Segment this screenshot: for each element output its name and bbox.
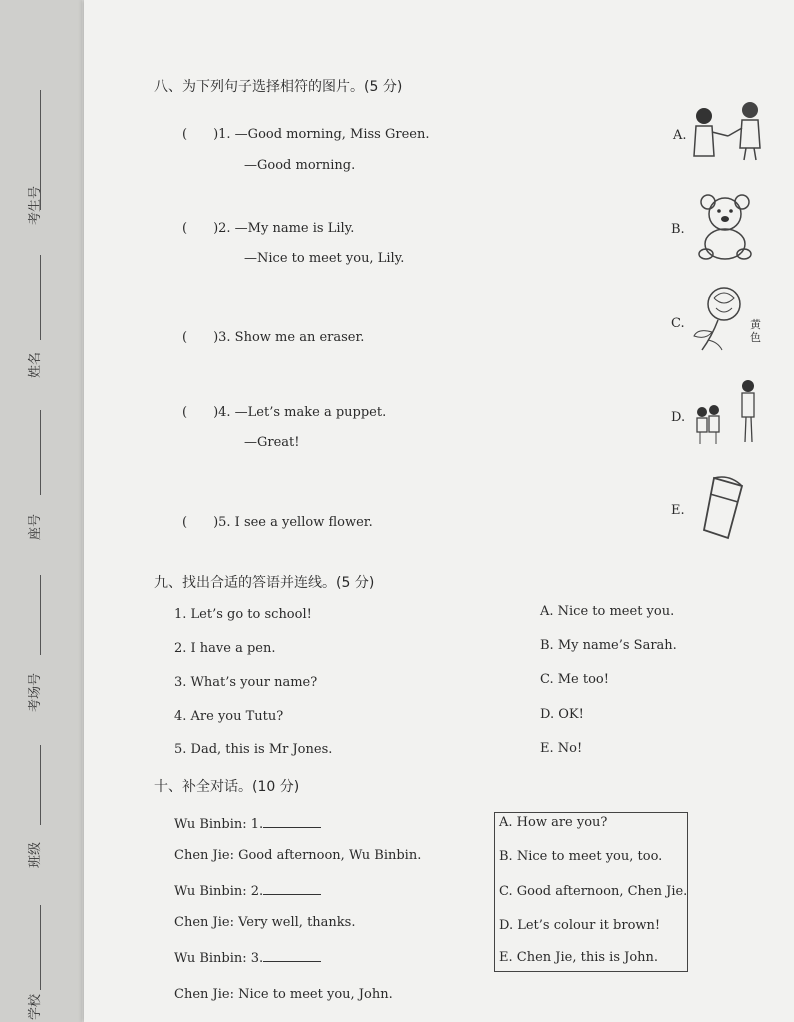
bleed-text [504, 85, 520, 108]
section10-title: 十、补全对话。(10 分) [154, 779, 300, 795]
flower-picture [688, 284, 748, 356]
option-b[interactable]: B. Nice to meet you, too. [499, 849, 663, 864]
s10-line-3 [174, 882, 321, 899]
section9-title: 九、找出合适的答语并连线。(5 分) [154, 575, 375, 591]
s10-line-1-text: Wu Binbin: 1. [174, 817, 264, 832]
line-room [40, 575, 41, 655]
s10-line-4: Chen Jie: Very well, thanks. [174, 915, 356, 930]
s9-left-3[interactable]: 3. What’s your name? [174, 675, 318, 690]
pic-label-e: E. [671, 503, 685, 518]
line-school [40, 905, 41, 990]
s8-q5: ( )5. I see a yellow flower. [182, 515, 373, 530]
line-seat [40, 410, 41, 495]
s10-line-3-text: Wu Binbin: 2. [174, 884, 264, 899]
s8-q1: ( )1. —Good morning, Miss Green. [182, 127, 430, 142]
label-kaoshenghao: 考生号 [28, 185, 43, 225]
line-name [40, 255, 41, 340]
option-e[interactable]: E. Chen Jie, this is John. [499, 950, 659, 965]
s9-right-e[interactable]: E. No! [540, 741, 583, 756]
option-a[interactable]: A. How are you? [499, 815, 608, 830]
s9-right-a[interactable]: A. Nice to meet you. [540, 604, 675, 619]
s10-blank-3[interactable] [263, 949, 321, 962]
s10-line-6: Chen Jie: Nice to meet you, John. [174, 987, 393, 1002]
pic-label-c: C. [671, 316, 685, 331]
greeting-people-picture [688, 98, 770, 164]
s10-line-1 [174, 815, 321, 832]
s8-a2: —Nice to meet you, Lily. [244, 251, 405, 266]
s9-left-1[interactable]: 1. Let’s go to school! [174, 607, 312, 622]
options-box [494, 812, 688, 972]
s10-line-5 [174, 949, 321, 966]
pic-label-b: B. [671, 222, 685, 237]
s10-line-2: Chen Jie: Good afternoon, Wu Binbin. [174, 848, 422, 863]
s9-left-2[interactable]: 2. I have a pen. [174, 641, 276, 656]
option-d[interactable]: D. Let’s colour it brown! [499, 918, 661, 933]
section8-title: 八、为下列句子选择相符的图片。(5 分) [154, 79, 403, 95]
s10-line-5-text: Wu Binbin: 3. [174, 951, 264, 966]
s9-right-c[interactable]: C. Me too! [540, 672, 609, 687]
puppet-children-picture [690, 378, 760, 450]
label-seat: 座号 [28, 513, 43, 540]
s9-right-d[interactable]: D. OK! [540, 707, 584, 722]
s8-a4: —Great! [244, 435, 300, 450]
label-school: 学校 [28, 993, 43, 1020]
label-class: 班级 [28, 841, 43, 868]
s9-left-5[interactable]: 5. Dad, this is Mr Jones. [174, 742, 333, 757]
eraser-picture [700, 472, 750, 544]
teddy-bear-picture [694, 190, 758, 262]
flower-colour-note: 黄色 [750, 318, 761, 344]
line-class [40, 745, 41, 825]
s8-q4: ( )4. —Let’s make a puppet. [182, 405, 387, 420]
s8-a1: —Good morning. [244, 158, 356, 173]
binding-strip [0, 0, 82, 1022]
label-name: 姓名 [28, 351, 43, 378]
pic-label-d: D. [671, 410, 686, 425]
s8-q3: ( )3. Show me an eraser. [182, 330, 365, 345]
s10-blank-1[interactable] [263, 815, 321, 828]
exam-paper [84, 0, 794, 1022]
option-c[interactable]: C. Good afternoon, Chen Jie. [499, 884, 688, 899]
s9-right-b[interactable]: B. My name’s Sarah. [540, 638, 677, 653]
s9-left-4[interactable]: 4. Are you Tutu? [174, 709, 284, 724]
pic-label-a: A. [673, 128, 687, 143]
s10-blank-2[interactable] [263, 882, 321, 895]
s8-q2: ( )2. —My name is Lily. [182, 221, 355, 236]
label-room: 考场号 [28, 672, 43, 712]
